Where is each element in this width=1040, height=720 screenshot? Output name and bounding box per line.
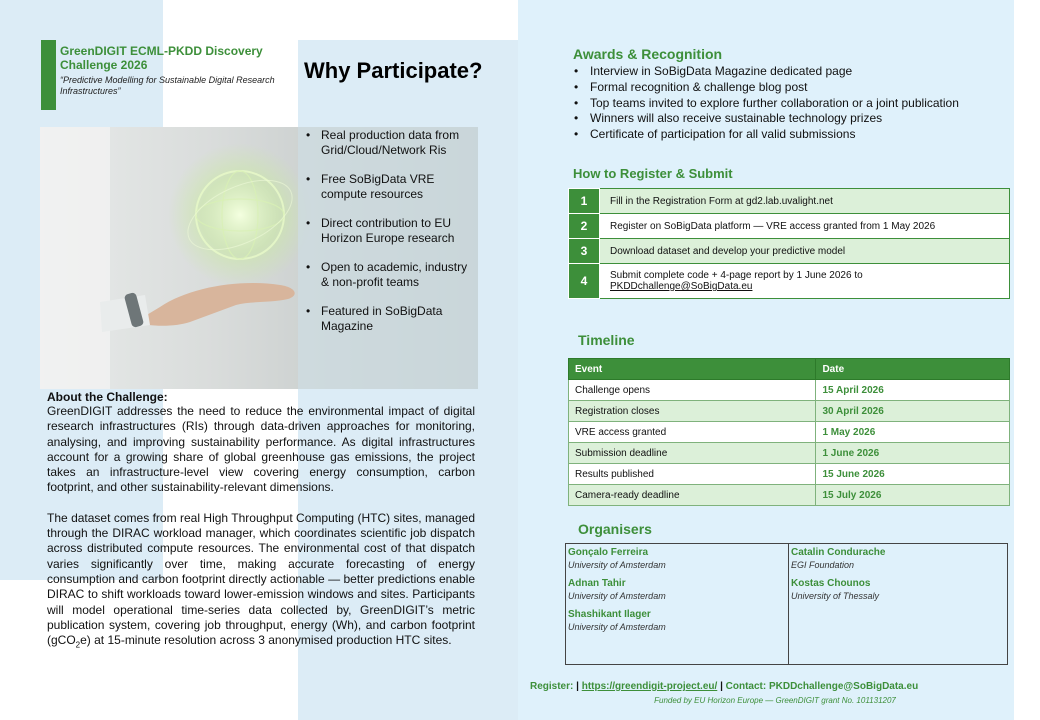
table-row: Camera-ready deadline 15 July 2026 <box>569 485 1010 506</box>
step-number: 2 <box>569 214 600 239</box>
organiser: Gonçalo Ferreira University of Amsterdam <box>568 547 666 570</box>
table-header-row <box>569 359 1010 380</box>
table-row <box>569 264 1010 299</box>
table-row <box>569 189 1010 214</box>
list-item: • Open to academic, industry & non-profit teams <box>304 260 474 290</box>
awards-list <box>572 64 1012 143</box>
organiser: Kostas Chounos University of Thessaly <box>791 578 880 601</box>
organiser: Shashikant Ilager University of Amsterdam <box>568 609 666 632</box>
about-paragraph: The dataset comes from real High Throughput Computing (HTC) sites, managed through the DIRAC workload manager, which coordinates scientific job dispatch across distributed compute resources. The environmental cost of that dispatch varies significantly over time, making accurate forecasting of energy consumption and carbon footprint directly actionable — better predictions enable DIRAC to shift workloads toward lower-emission windows and sites. Participants will model operational time-series data collected by, GreenDIGIT’s metric publication system, covering job throughput, energy (Wh), and carbon footprint (gCO$_2$e) at 15-minute resolution across 3 anonymised production HTC sites. <box>47 510 475 650</box>
challenge-subtitle: “Predictive Modelling for Sustainable Digital Research Infrastructures” <box>60 75 275 96</box>
organisers-right-column <box>791 546 1006 608</box>
organiser: Catalin Condurache EGI Foundation <box>791 547 886 570</box>
step-text: Fill in the Registration Form at gd2.lab.uvalight.net <box>600 189 1010 214</box>
footer-register-line: Register: | https://greendigit-project.eu/ | Contact: PKDDchallenge@SoBigData.eu <box>530 681 919 692</box>
about-paragraph: GreenDIGIT addresses the need to reduce the environmental impact of digital research infrastructures (RIs) through data-driven approaches for monitoring, analysing, and improving sustainability performance. As digital infrastructures account for a growing share of global greenhouse gas emissions, the project takes an infrastructure-level view covering energy consumption, carbon footprint, and other sustainability-relevant dimensions. <box>47 404 475 495</box>
list-item: • Formal recognition & challenge blog post <box>572 80 1012 96</box>
list-item: • Top teams invited to explore further collaboration or a joint publication <box>572 96 1012 112</box>
list-item: • Direct contribution to EU Horizon Europe research <box>304 216 474 246</box>
list-item: • Certificate of participation for all valid submissions <box>572 127 1012 143</box>
divider <box>788 544 789 664</box>
step-text: Download dataset and develop your predictive model <box>600 239 1010 264</box>
organisers-heading: Organisers <box>578 521 652 537</box>
register-heading: How to Register & Submit <box>573 166 733 181</box>
step-number: 1 <box>569 189 600 214</box>
list-item: • Winners will also receive sustainable technology prizes <box>572 111 1012 127</box>
register-steps-table <box>568 188 1010 299</box>
table-row: Submission deadline 1 June 2026 <box>569 443 1010 464</box>
column-header: Date <box>816 359 1010 380</box>
step-text: Register on SoBigData platform — VRE access granted from 1 May 2026 <box>600 214 1010 239</box>
about-heading: About the Challenge: <box>47 390 168 404</box>
organiser: Adnan Tahir University of Amsterdam <box>568 578 666 601</box>
table-row: Challenge opens 15 April 2026 <box>569 380 1010 401</box>
timeline-table <box>568 358 1010 506</box>
table-row <box>569 214 1010 239</box>
awards-heading: Awards & Recognition <box>573 46 723 62</box>
column-header: Event <box>569 359 816 380</box>
funding-note: Funded by EU Horizon Europe — GreenDIGIT grant No. 101131207 <box>654 696 896 705</box>
about-body <box>47 404 475 668</box>
challenge-title: GreenDIGIT ECML-PKDD Discovery Challenge 2026 <box>60 44 263 72</box>
organisers-box <box>565 543 1008 665</box>
step-number: 4 <box>569 264 600 299</box>
list-item: • Free SoBigData VRE compute resources <box>304 172 474 202</box>
table-row: VRE access granted 1 May 2026 <box>569 422 1010 443</box>
step-number: 3 <box>569 239 600 264</box>
why-participate-heading: Why Participate? <box>304 58 483 83</box>
organisers-left-column <box>568 546 783 639</box>
header-accent-bar <box>41 40 56 110</box>
table-row: Results published 15 June 2026 <box>569 464 1010 485</box>
list-item: • Featured in SoBigData Magazine <box>304 304 474 334</box>
project-url-link[interactable]: https://greendigit-project.eu/ <box>581 681 718 692</box>
list-item: • Interview in SoBigData Magazine dedicated page <box>572 64 1012 80</box>
table-row <box>569 239 1010 264</box>
timeline-heading: Timeline <box>578 332 635 348</box>
why-participate-list <box>304 128 474 348</box>
table-row: Registration closes 30 April 2026 <box>569 401 1010 422</box>
step-text: Submit complete code + 4-page report by 1 June 2026 to PKDDchallenge@SoBigData.eu <box>600 264 1010 299</box>
list-item: • Real production data from Grid/Cloud/Network Ris <box>304 128 474 158</box>
contact-email-link[interactable]: PKDDchallenge@SoBigData.eu <box>610 281 753 292</box>
